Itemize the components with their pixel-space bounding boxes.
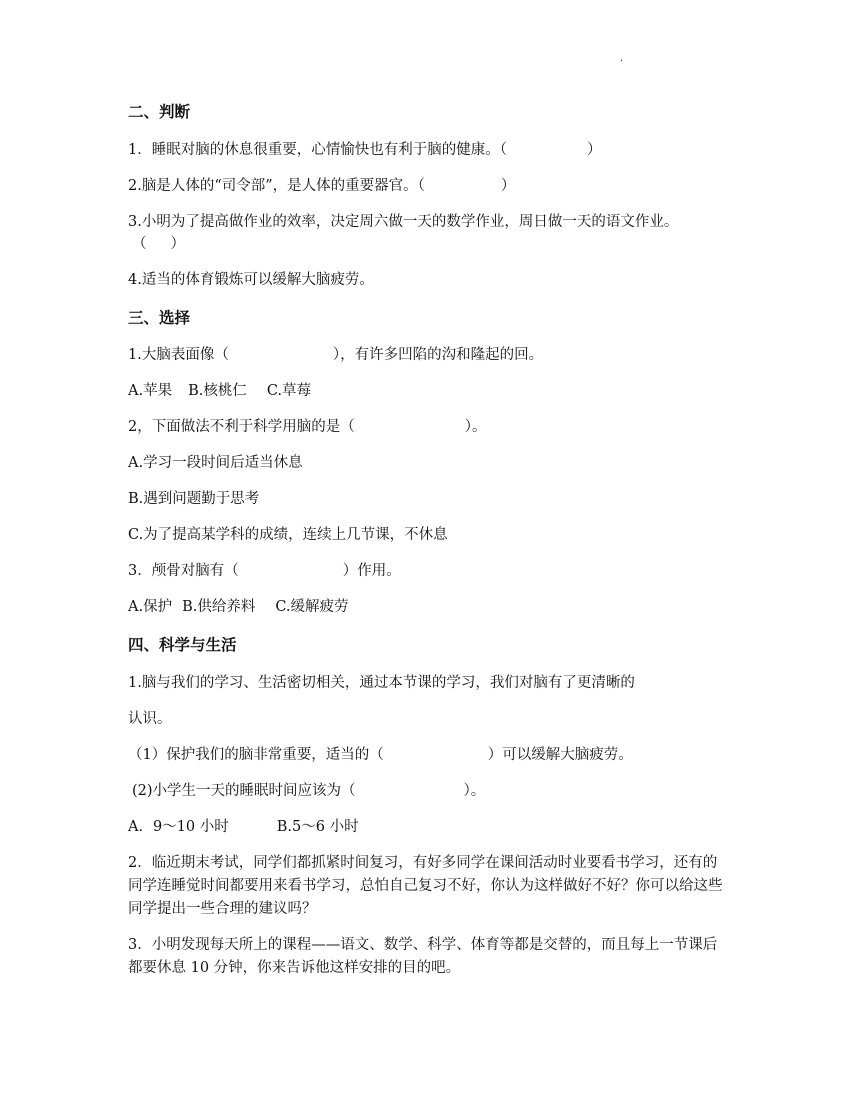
- corner-mark: .: [620, 53, 624, 64]
- question-text: ）。: [464, 419, 487, 435]
- judgement-question-3-answer: [132, 234, 185, 254]
- choice-question-1: [128, 345, 543, 365]
- option-c[interactable]: C.缓解疲劳: [275, 599, 349, 615]
- question-text: （1）保护我们的脑非常重要，适当的（: [128, 747, 384, 763]
- question-text: 1.大脑表面像（: [128, 347, 229, 363]
- choice-question-2-option-a[interactable]: A.学习一段时间后适当休息: [128, 455, 303, 471]
- option-b[interactable]: B.供给养料: [182, 599, 256, 615]
- life-question-3-line-2: 都要休息 10 分钟，你来告诉他这样安排的目的吧。: [128, 960, 461, 976]
- life-question-1-line-2: 认识。: [128, 711, 172, 727]
- question-text: 2，下面做法不利于科学用脑的是（: [128, 419, 355, 435]
- life-question-1-sub-2-options: [128, 817, 359, 837]
- life-question-3-line-1: 3．小明发现每天所上的课程——语文、数学、科学、体育等都是交替的，而且每上一节课后: [128, 937, 718, 953]
- judgement-question-1: [128, 140, 601, 160]
- question-text: ），有许多凹陷的沟和隆起的回。: [332, 347, 544, 363]
- choice-question-1-options: [128, 381, 311, 401]
- life-question-2-line-3: 同学提出一些合理的建议吗？: [128, 901, 317, 917]
- section-title-science-life: 四、科学与生活: [128, 636, 237, 654]
- paren-open: （: [132, 236, 147, 252]
- question-text: ）: [500, 178, 516, 194]
- option-a[interactable]: A．9～10 小时: [128, 819, 229, 835]
- question-text: (2)小学生一天的睡眠时间应该为（: [132, 783, 356, 799]
- paren-close: ）: [170, 236, 185, 252]
- judgement-question-3: 3.小明为了提高做作业的效率，决定周六做一天的数学作业，周日做一天的语文作业。: [128, 214, 679, 230]
- option-a[interactable]: A.保护: [128, 599, 173, 615]
- life-question-2-line-1: 2．临近期末考试，同学们都抓紧时间复习，有好多同学在课间活动时业要看书学习，还有的: [128, 855, 718, 871]
- question-text: ）作用。: [342, 563, 401, 579]
- life-question-1-sub-1: [128, 745, 633, 765]
- option-b[interactable]: B.核桃仁: [188, 383, 247, 399]
- judgement-question-2: [128, 176, 515, 196]
- choice-question-2-option-c[interactable]: C.为了提高某学科的成绩，连续上几节课，不休息: [128, 527, 448, 543]
- judgement-question-4: 4.适当的体育锻炼可以缓解大脑疲劳。: [128, 272, 374, 288]
- choice-question-2-option-b[interactable]: B.遇到问题勤于思考: [128, 491, 260, 507]
- option-a[interactable]: A.苹果: [128, 383, 173, 399]
- question-text: ）可以缓解大脑疲劳。: [487, 747, 633, 763]
- choice-question-2: [128, 417, 486, 437]
- question-text: 1．睡眠对脑的休息很重要，心情愉快也有利于脑的健康。（: [128, 142, 507, 158]
- section-title-choice: 三、选择: [128, 309, 191, 327]
- question-text: ）。: [463, 783, 486, 799]
- life-question-1-sub-2: [132, 781, 485, 801]
- option-c[interactable]: C.草莓: [266, 383, 312, 399]
- option-b[interactable]: B.5～6 小时: [276, 819, 359, 835]
- question-text: 3．颅骨对脑有（: [128, 563, 239, 579]
- life-question-1-line-1: 1.脑与我们的学习、生活密切相关，通过本节课的学习，我们对脑有了更清晰的: [128, 675, 635, 691]
- question-text: 2.脑是人体的“司令部”，是人体的重要器官。（: [128, 178, 425, 194]
- section-title-judgement: 二、判断: [128, 103, 191, 121]
- question-text: ）: [586, 142, 602, 158]
- choice-question-3: [128, 561, 401, 581]
- life-question-2-line-2: 同学连睡觉时间都要用来看书学习，总怕自己复习不好，你认为这样做好不好？你可以给这些: [128, 878, 723, 894]
- choice-question-3-options: [128, 597, 349, 617]
